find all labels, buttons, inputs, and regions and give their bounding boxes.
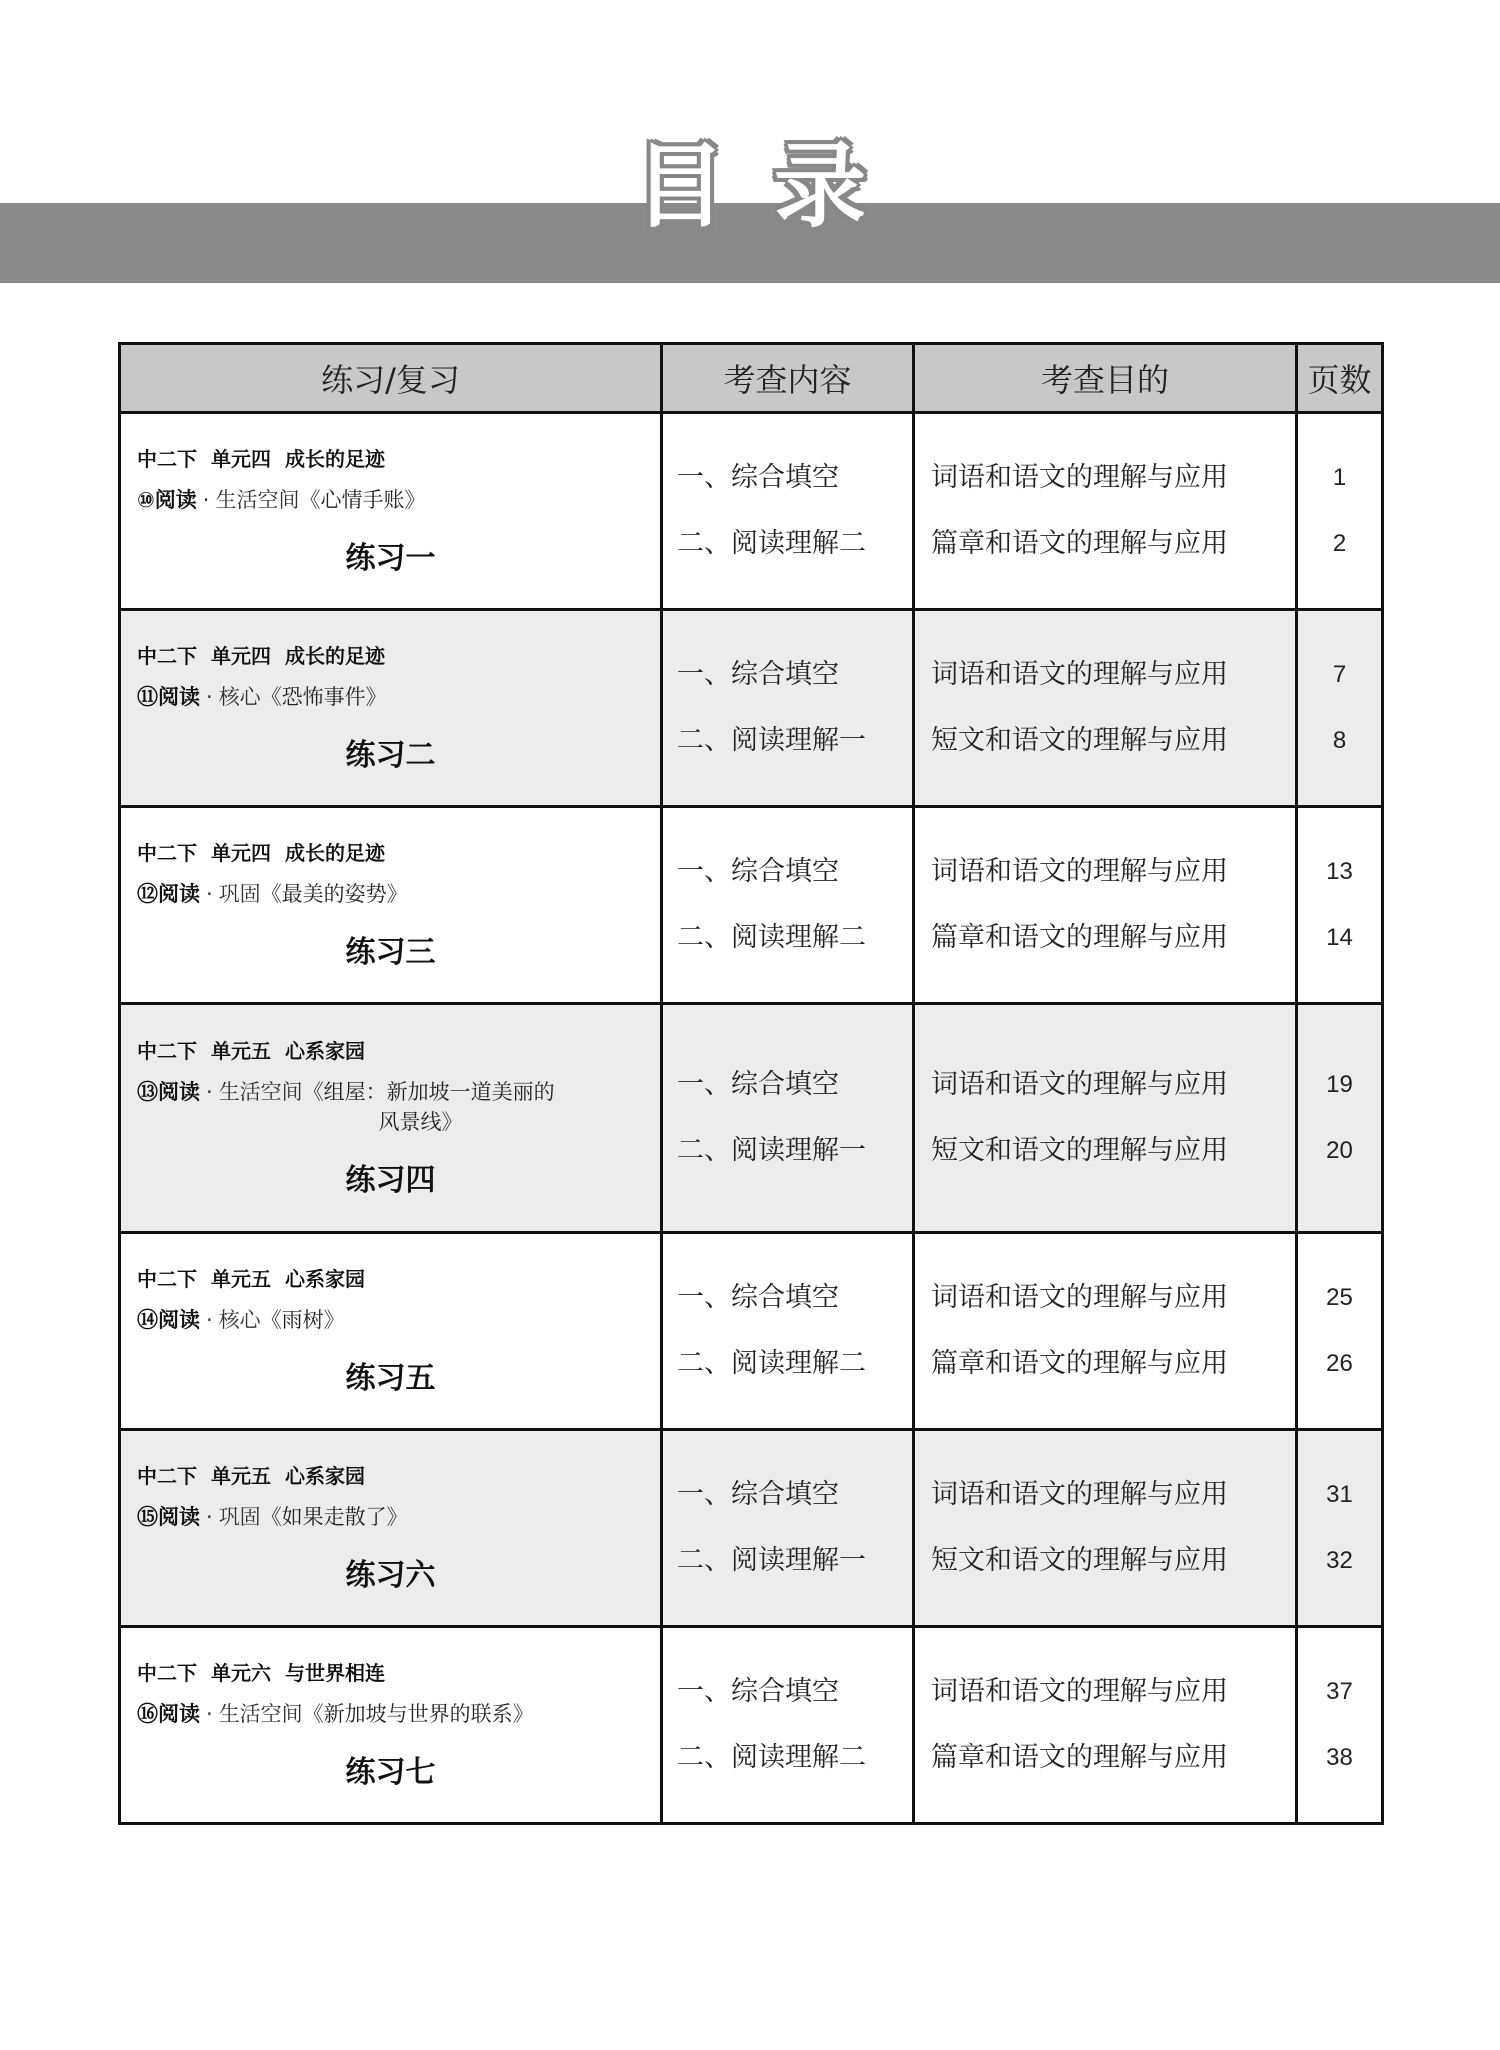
content-item: 二、阅读理解一 [677,1545,866,1576]
grade-label: 中二下 [137,1039,197,1063]
content-item: 二、阅读理解二 [677,1742,866,1773]
reading-number: ⑩ [137,488,155,512]
table-row [120,1627,1383,1824]
table-row [120,1430,1383,1627]
separator-dot: · [206,1702,213,1726]
unit-line [137,1265,644,1293]
table-of-contents [118,342,1384,1825]
reading-line [137,1699,644,1729]
page-number[interactable]: 32 [1326,1547,1353,1574]
theme-label: 心系家园 [285,1267,365,1291]
reading-kind: 阅读 [158,1080,200,1104]
reading-title: 《组屋：新加坡一道美丽的 [302,1080,555,1104]
content-cell [662,610,914,807]
content-item: 二、阅读理解二 [677,1348,866,1379]
reading-title: 《新加坡与世界的联系》 [302,1702,534,1726]
unit-line [137,445,644,473]
content-item: 一、综合填空 [677,659,839,690]
purpose-item: 短文和语文的理解与应用 [931,725,1228,756]
reading-kind: 阅读 [158,685,200,709]
unit-label: 单元五 [211,1039,271,1063]
page-cell [1297,1233,1383,1430]
purpose-item: 篇章和语文的理解与应用 [931,1348,1228,1379]
reading-line [137,1502,644,1532]
page-number[interactable]: 20 [1326,1137,1353,1164]
reading-number: ⑭ [137,1308,158,1332]
page-number[interactable]: 19 [1326,1071,1353,1098]
reading-kind: 阅读 [154,488,197,512]
theme-label: 心系家园 [285,1464,365,1488]
header-pages: 页数 [1297,344,1383,413]
page-number[interactable]: 31 [1326,1481,1353,1508]
grade-label: 中二下 [137,1464,197,1488]
purpose-item: 篇章和语文的理解与应用 [931,1742,1228,1773]
header-purpose: 考查目的 [914,344,1297,413]
purpose-item: 词语和语文的理解与应用 [931,856,1228,887]
unit-label: 单元六 [211,1661,271,1685]
reading-category: 生活空间 [218,1080,303,1104]
content-item: 二、阅读理解二 [677,922,866,953]
purpose-item: 词语和语文的理解与应用 [931,659,1228,690]
grade-label: 中二下 [137,1661,197,1685]
reading-line [137,1077,644,1137]
purpose-item: 词语和语文的理解与应用 [931,1069,1228,1100]
page-number[interactable]: 14 [1326,924,1353,951]
reading-number: ⑪ [137,685,158,709]
table-row [120,807,1383,1004]
separator-dot: · [206,1505,213,1529]
purpose-item: 词语和语文的理解与应用 [931,1676,1228,1707]
grade-label: 中二下 [137,644,197,668]
page-number[interactable]: 25 [1326,1284,1353,1311]
exercise-name[interactable]: 练习六 [345,1558,436,1593]
lesson-cell [120,1430,662,1627]
page-title: 目录 [633,133,914,240]
purpose-item: 短文和语文的理解与应用 [931,1545,1228,1576]
lesson-cell [120,610,662,807]
purpose-cell [914,1627,1297,1824]
separator-dot: · [206,1080,213,1104]
purpose-item: 篇章和语文的理解与应用 [931,922,1228,953]
reading-kind: 阅读 [158,1702,200,1726]
page-number[interactable]: 26 [1326,1350,1353,1377]
page-number[interactable]: 2 [1332,530,1347,557]
reading-number: ⑮ [137,1505,158,1529]
page-number[interactable]: 38 [1326,1744,1353,1771]
separator-dot: · [206,685,213,709]
page-cell [1297,1627,1383,1824]
reading-category: 生活空间 [215,488,300,512]
reading-title-continued: 风景线》 [378,1110,463,1134]
content-item: 一、综合填空 [677,1479,839,1510]
unit-line [137,1659,644,1687]
theme-label: 成长的足迹 [285,644,385,668]
reading-kind: 阅读 [158,1505,200,1529]
exercise-name[interactable]: 练习一 [345,541,436,576]
lesson-cell [120,1233,662,1430]
table-row [120,413,1383,610]
separator-dot: · [206,1308,213,1332]
lesson-cell [120,1004,662,1233]
content-item: 一、综合填空 [677,1282,839,1313]
reading-line [137,682,644,712]
header-lesson: 练习/复习 [120,344,662,413]
purpose-item: 词语和语文的理解与应用 [931,1282,1228,1313]
exercise-name[interactable]: 练习三 [345,935,436,970]
separator-dot: · [206,882,213,906]
content-cell [662,1233,914,1430]
purpose-item: 短文和语文的理解与应用 [931,1135,1228,1166]
reading-number: ⑯ [137,1702,158,1726]
theme-label: 成长的足迹 [285,841,385,865]
reading-category: 巩固 [218,882,261,906]
content-item: 一、综合填空 [677,462,839,493]
page-number[interactable]: 37 [1326,1678,1353,1705]
lesson-cell [120,1627,662,1824]
unit-line [137,1037,644,1065]
content-cell [662,1430,914,1627]
unit-label: 单元五 [211,1464,271,1488]
reading-category: 巩固 [218,1505,261,1529]
page-number[interactable]: 13 [1326,858,1353,885]
reading-title: 《如果走散了》 [260,1505,408,1529]
content-cell [662,1004,914,1233]
exercise-name[interactable]: 练习七 [345,1755,436,1790]
page-number[interactable]: 7 [1332,661,1347,688]
unit-line [137,642,644,670]
unit-line [137,1462,644,1490]
purpose-item: 词语和语文的理解与应用 [931,462,1228,493]
reading-title: 《恐怖事件》 [260,685,387,709]
purpose-cell [914,413,1297,610]
unit-line [137,839,644,867]
grade-label: 中二下 [137,447,197,471]
lesson-cell [120,807,662,1004]
exercise-name[interactable]: 练习四 [345,1163,436,1198]
page-cell [1297,1004,1383,1233]
page-cell [1297,610,1383,807]
reading-number: ⑫ [137,882,158,906]
purpose-item: 词语和语文的理解与应用 [931,1479,1228,1510]
unit-label: 单元五 [211,1267,271,1291]
table-header-row [120,344,1383,413]
grade-label: 中二下 [137,841,197,865]
table-row [120,1004,1383,1233]
content-cell [662,1627,914,1824]
reading-category: 核心 [218,685,261,709]
separator-dot: · [202,488,210,512]
reading-title: 《心情手账》 [299,488,426,512]
content-item: 二、阅读理解一 [677,725,866,756]
reading-title: 《最美的姿势》 [260,882,408,906]
unit-label: 单元四 [211,841,271,865]
header-content: 考查内容 [662,344,914,413]
page-cell [1297,1430,1383,1627]
reading-title: 《雨树》 [260,1308,345,1332]
unit-label: 单元四 [211,447,271,471]
content-item: 二、阅读理解二 [677,528,866,559]
unit-label: 单元四 [211,644,271,668]
page-number[interactable]: 1 [1332,464,1347,491]
purpose-item: 篇章和语文的理解与应用 [931,528,1228,559]
purpose-cell [914,807,1297,1004]
content-item: 二、阅读理解一 [677,1135,866,1166]
content-cell [662,807,914,1004]
purpose-cell [914,1004,1297,1233]
theme-label: 心系家园 [285,1039,365,1063]
theme-label: 成长的足迹 [285,447,385,471]
theme-label: 与世界相连 [285,1661,385,1685]
page-cell [1297,807,1383,1004]
content-cell [662,413,914,610]
table-row [120,610,1383,807]
exercise-name[interactable]: 练习五 [345,1361,436,1396]
content-item: 一、综合填空 [677,1676,839,1707]
purpose-cell [914,1233,1297,1430]
content-item: 一、综合填空 [677,1069,839,1100]
reading-category: 核心 [218,1308,261,1332]
purpose-cell [914,1430,1297,1627]
reading-kind: 阅读 [158,1308,200,1332]
exercise-name[interactable]: 练习二 [345,738,436,773]
grade-label: 中二下 [137,1267,197,1291]
purpose-cell [914,610,1297,807]
table-row [120,1233,1383,1430]
page-number[interactable]: 8 [1332,727,1347,754]
reading-line [137,1305,644,1335]
reading-line [137,485,644,515]
page-cell [1297,413,1383,610]
reading-number: ⑬ [137,1080,158,1104]
reading-line [137,879,644,909]
lesson-cell [120,413,662,610]
content-item: 一、综合填空 [677,856,839,887]
reading-category: 生活空间 [218,1702,303,1726]
reading-kind: 阅读 [158,882,200,906]
